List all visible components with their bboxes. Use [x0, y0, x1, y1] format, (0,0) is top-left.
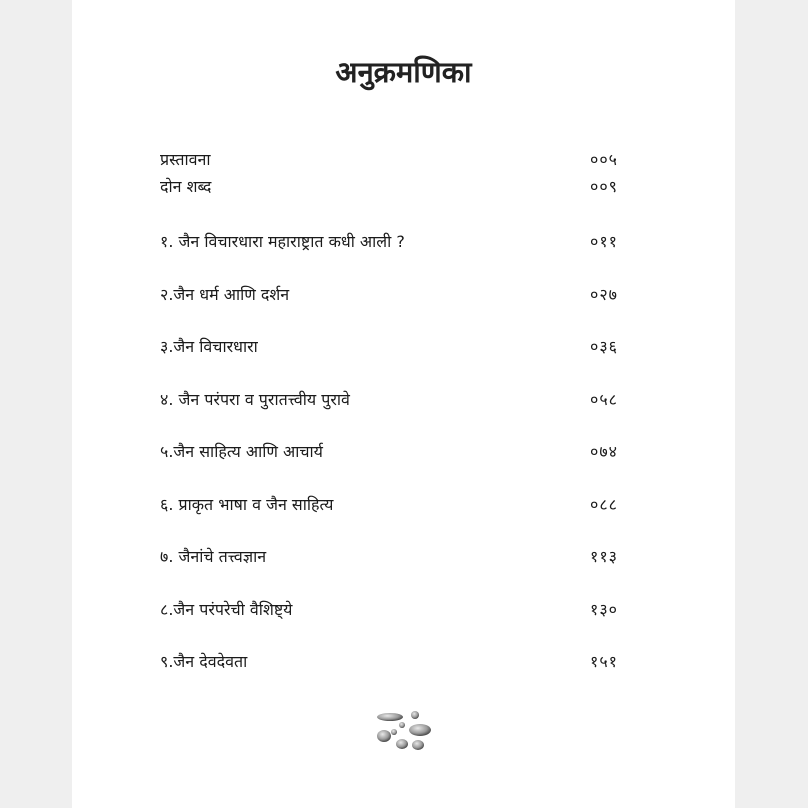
toc-entry-page: ११३	[590, 547, 618, 566]
toc-entry-page: ०३६	[590, 337, 618, 356]
page-title: अनुक्रमणिका	[335, 55, 472, 89]
toc-entry-label: ४. जैन परंपरा व पुरातत्त्वीय पुरावे	[160, 390, 350, 409]
pebbles-ornament-icon	[372, 708, 442, 754]
toc-entry-label: ५.जैन साहित्य आणि आचार्य	[160, 442, 323, 461]
toc-entry-label: २.जैन धर्म आणि दर्शन	[160, 285, 290, 304]
toc-entry	[160, 150, 618, 170]
toc-entry-label: ८.जैन परंपरेची वैशिष्ट्ये	[160, 600, 293, 619]
toc-entry	[160, 232, 618, 252]
toc-entry-page: ०७४	[590, 442, 618, 461]
toc-entry-label: ६. प्राकृत भाषा व जैन साहित्य	[160, 495, 334, 514]
toc-entry	[160, 600, 618, 620]
toc-entry-page: ००९	[590, 177, 618, 196]
toc-entry-page: ०११	[590, 232, 618, 251]
toc-entry-label: प्रस्तावना	[160, 150, 211, 169]
document-page	[72, 0, 735, 808]
toc-entry-page: ००५	[590, 150, 618, 169]
toc-entry	[160, 652, 618, 672]
toc-entry	[160, 495, 618, 515]
toc-entry-label: दोन शब्द	[160, 177, 212, 196]
toc-entry	[160, 442, 618, 462]
toc-entry	[160, 285, 618, 305]
toc-entry	[160, 547, 618, 567]
toc-entry-page: १५१	[590, 652, 618, 671]
toc-entry-page: ०५८	[590, 390, 618, 409]
toc-entry-label: ९.जैन देवदेवता	[160, 652, 248, 671]
toc-entry-page: ०२७	[590, 285, 618, 304]
toc-entry	[160, 337, 618, 357]
toc-entry	[160, 390, 618, 410]
toc-entry-page: १३०	[590, 600, 618, 619]
toc-entry-label: १. जैन विचारधारा महाराष्ट्रात कधी आली ?	[160, 232, 405, 251]
toc-entry	[160, 177, 618, 197]
toc-entry-label: ७. जैनांचे तत्त्वज्ञान	[160, 547, 267, 566]
toc-entry-label: ३.जैन विचारधारा	[160, 337, 258, 356]
toc-entry-page: ०८८	[590, 495, 618, 514]
